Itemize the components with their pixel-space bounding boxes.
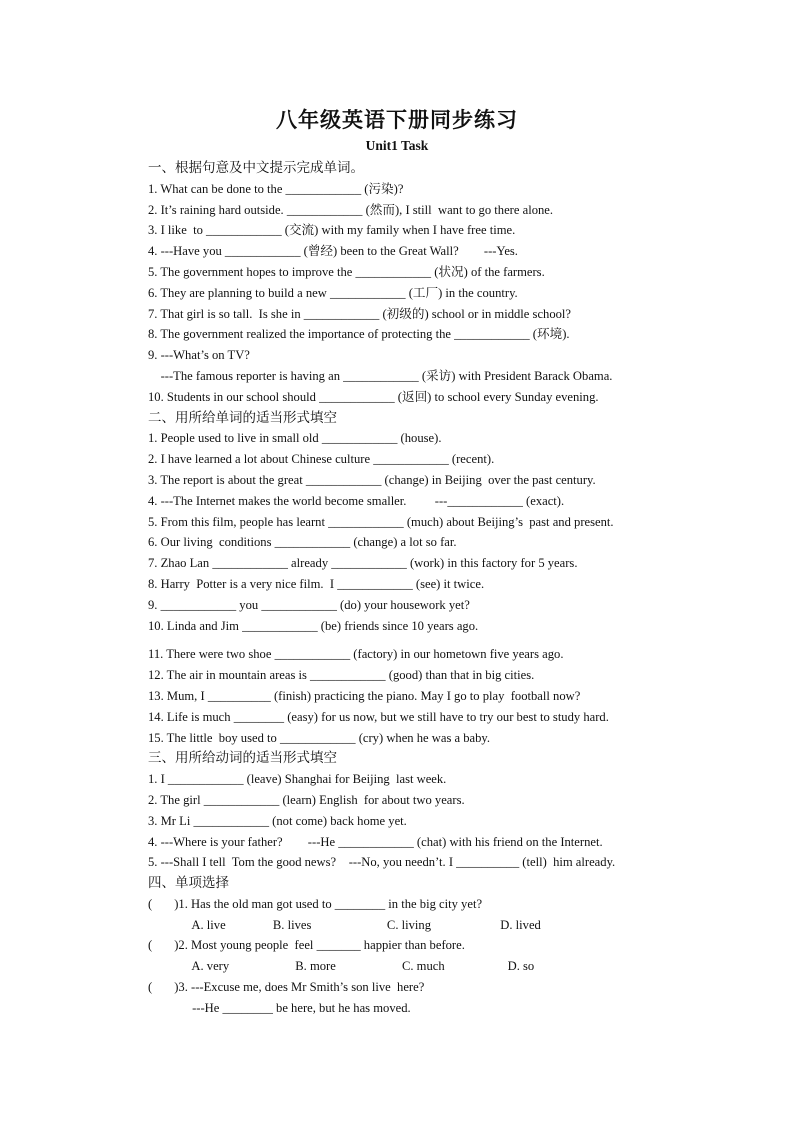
section-heading: 二、用所给单词的适当形式填空 xyxy=(148,409,337,425)
section-heading: 一、根据句意及中文提示完成单词。 xyxy=(148,160,364,175)
exercise-line: 9. ____________ you ____________ (do) your housework yet? xyxy=(148,597,470,612)
exercise-line: 12. The air in mountain areas is ____________ (good) than that in big cities. xyxy=(148,668,535,683)
section-heading: 四、单项选择 xyxy=(148,875,229,891)
exercise-line: 5. ---Shall I tell Tom the good news? ---No, you needn’t. I __________ (tell) him already. xyxy=(148,855,616,870)
exercise-line: 4. ---The Internet makes the world become smaller. ---____________ (exact). xyxy=(148,493,565,508)
question-line: ( )1. Has the old man got used to ________ in the big city yet? xyxy=(148,896,483,911)
exercise-line: 3. The report is about the great ____________ (change) in Beijing over the past century. xyxy=(148,472,596,487)
question-line: ( )2. Most young people feel _______ happier than before. xyxy=(148,938,465,953)
exercise-line: 5. The government hopes to improve the ____________ (状况) of the farmers. xyxy=(148,264,545,279)
exercise-line: 3. I like to ____________ (交流) with my family when I have free time. xyxy=(148,223,516,238)
exercise-line: 8. Harry Potter is a very nice film. I ____________ (see) it twice. xyxy=(148,576,485,591)
options-line: A. live B. lives C. living D. lived xyxy=(148,917,541,932)
exercise-line: 15. The little boy used to ____________ (cry) when he was a baby. xyxy=(148,730,491,745)
exercise-line: ---The famous reporter is having an ____________ (采访) with President Barack Obama. xyxy=(148,368,613,383)
exercise-line: 1. What can be done to the ____________ (污染)? xyxy=(148,181,404,196)
section-heading: 三、用所给动词的适当形式填空 xyxy=(148,750,337,766)
exercise-line: 14. Life is much ________ (easy) for us now, but we still have to try our best to study hard. xyxy=(148,709,609,724)
exercise-line: 7. Zhao Lan ____________ already ____________ (work) in this factory for 5 years. xyxy=(148,556,578,571)
exercise-line: 2. The girl ____________ (learn) English for about two years. xyxy=(148,792,465,807)
exercise-line: 6. Our living conditions ____________ (change) a lot so far. xyxy=(148,535,457,550)
options-line: A. very B. more C. much D. so xyxy=(148,959,535,974)
exercise-line: 4. ---Have you ____________ (曾经) been to the Great Wall? ---Yes. xyxy=(148,244,518,259)
exercise-line: 6. They are planning to build a new ____________ (工厂) in the country. xyxy=(148,285,518,300)
exercise-line: 2. I have learned a lot about Chinese culture ____________ (recent). xyxy=(148,452,495,467)
exercise-line: 8. The government realized the importance of protecting the ____________ (环境). xyxy=(148,327,570,342)
spacer xyxy=(148,636,678,644)
exercise-line: 11. There were two shoe ____________ (factory) in our hometown five years ago. xyxy=(148,647,564,662)
exercise-line: 13. Mum, I __________ (finish) practicing the piano. May I go to play football now? xyxy=(148,688,581,703)
exercise-line: 7. That girl is so tall. Is she in ____________ (初级的) school or in middle school? xyxy=(148,306,572,321)
exercise-line: 10. Students in our school should ____________ (返回) to school every Sunday evening. xyxy=(148,389,599,404)
exercise-line: 5. From this film, people has learnt ____________ (much) about Beijing’s past and present. xyxy=(148,514,614,529)
worksheet-content xyxy=(148,158,678,1019)
unit-subtitle: Unit1 Task xyxy=(365,138,429,153)
question-line: ---He ________ be here, but he has moved. xyxy=(148,1000,411,1015)
exercise-line: 9. ---What’s on TV? xyxy=(148,348,250,363)
exercise-line: 10. Linda and Jim ____________ (be) friends since 10 years ago. xyxy=(148,618,479,633)
exercise-line: 2. It’s raining hard outside. ____________ (然而), I still want to go there alone. xyxy=(148,202,554,217)
exercise-line: 1. People used to live in small old ____________ (house). xyxy=(148,431,442,446)
exercise-line: 3. Mr Li ____________ (not come) back home yet. xyxy=(148,813,407,828)
exercise-line: 4. ---Where is your father? ---He ____________ (chat) with his friend on the Internet. xyxy=(148,834,603,849)
page-title: 八年级英语下册同步练习 xyxy=(276,108,518,132)
question-line: ( )3. ---Excuse me, does Mr Smith’s son live here? xyxy=(148,980,425,995)
exercise-line: 1. I ____________ (leave) Shanghai for Beijing last week. xyxy=(148,772,447,787)
